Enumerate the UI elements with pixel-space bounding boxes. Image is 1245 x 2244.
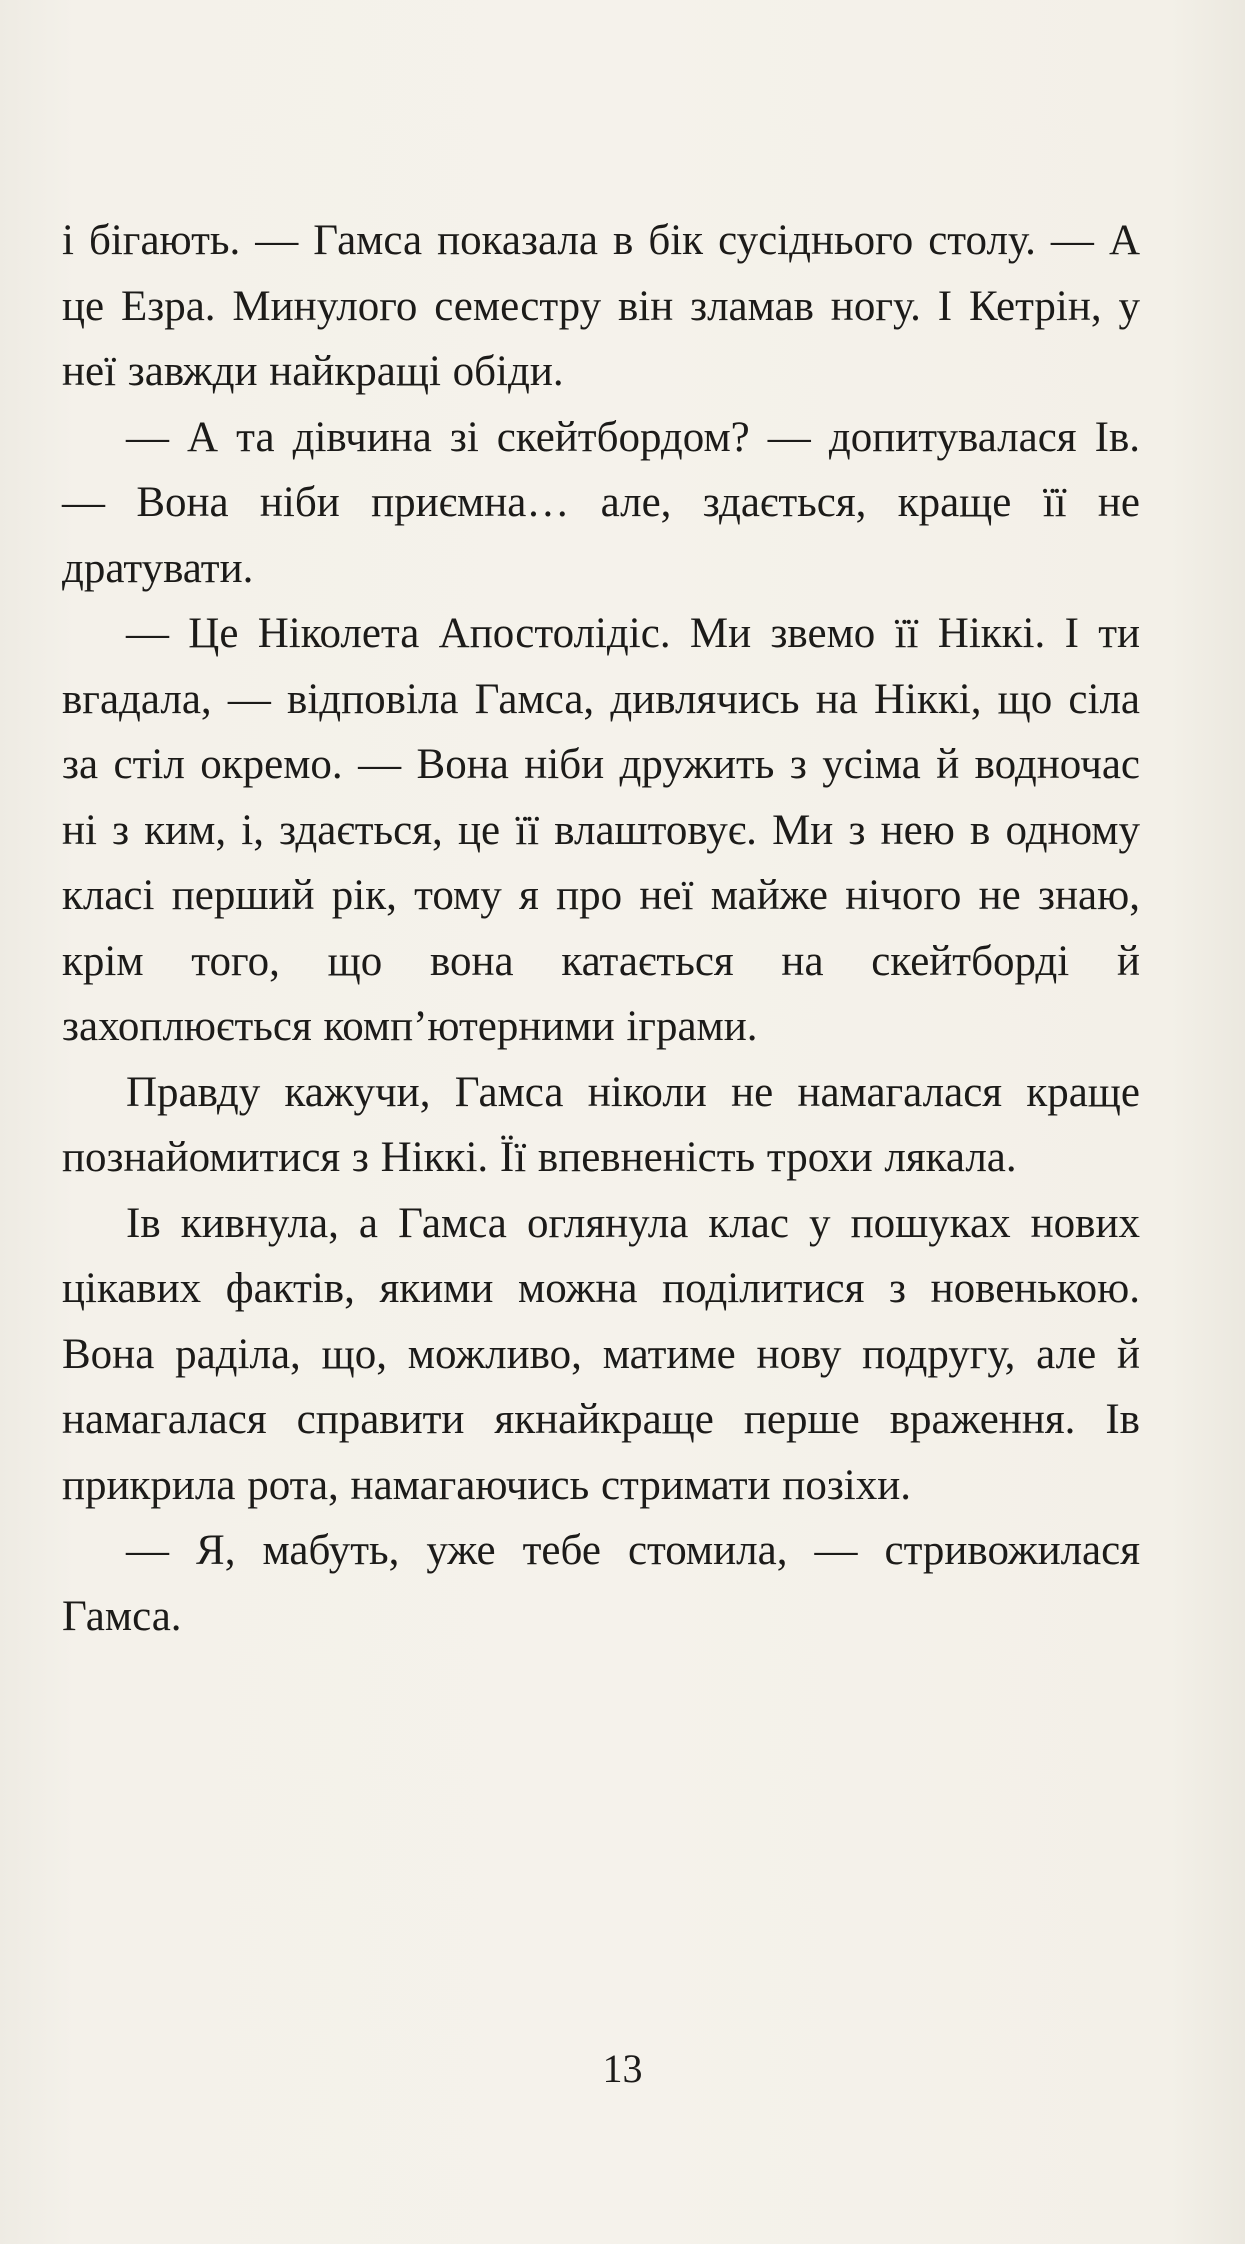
body-text bbox=[62, 208, 1140, 1649]
paragraph-1: і бігають. — Гамса показала в бік сусіднього столу. — А це Езра. Минулого семестру він зламав ногу. І Кетрін, у неї завжди найкращі обіди. bbox=[62, 217, 1140, 395]
paragraph-4: Правду кажучи, Гамса ніколи не намагалася краще познайомитися з Ніккі. Її впевненість трохи лякала. bbox=[62, 1068, 1140, 1181]
paragraph-2: — А та дівчина зі скейтбордом? — допитувалася Ів. — Вона ніби приємна… але, здається, краще її не дратувати. bbox=[62, 413, 1140, 592]
paragraph-5: Ів кивнула, а Гамса оглянула клас у пошуках нових цікавих фактів, якими можна поділитися з новенькою. Вона раділа, що, можливо, матиме нову подругу, але й намагалася справити якнайкраще перше враження. Ів прикрила рота, намагаючись стримати позіхи. bbox=[62, 1199, 1140, 1509]
page-number: 13 bbox=[602, 2046, 643, 2091]
paragraph-6: — Я, мабуть, уже тебе стомила, — стривожилася Гамса. bbox=[62, 1527, 1140, 1640]
paragraph-3: — Це Ніколета Апостолідіс. Ми звемо її Ніккі. І ти вгадала, — відповіла Гамса, дивлячись на Ніккі, що сіла за стіл окремо. — Вона ніби дружить з усіма й водночас ні з ким, і, здається, це її влаштовує. Ми з нею в одному класі перший рік, тому я про неї майже нічого не знаю, крім того, що вона катається на скейтборді й захоплюється комп’ютерними іграми. bbox=[62, 610, 1140, 1050]
